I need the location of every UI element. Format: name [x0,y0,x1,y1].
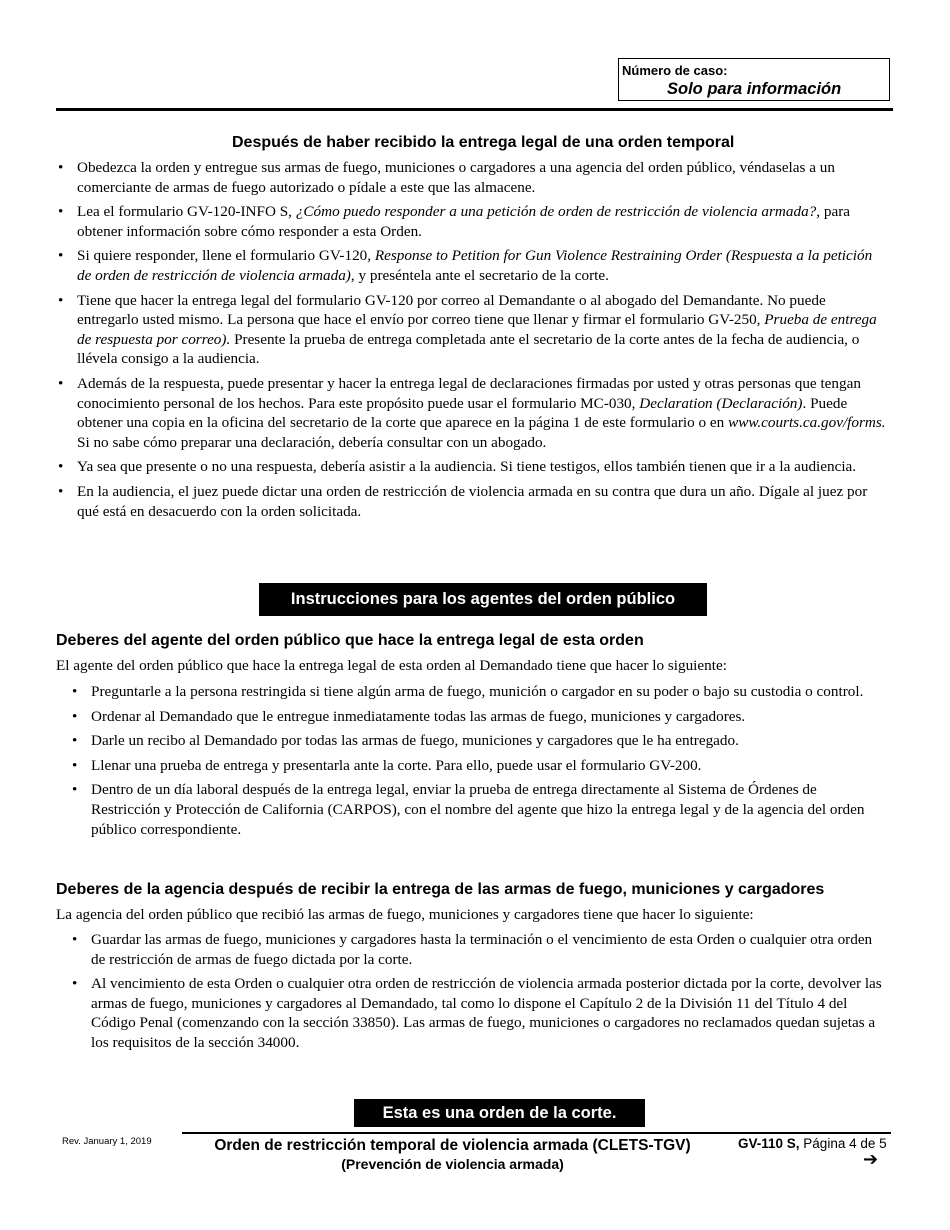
text-run: Declaration (Declaración) [639,394,803,412]
text-run: para obtener información sobre cómo responder a esta Orden. [77,203,851,240]
text-run: Tiene que hacer la entrega legal del formulario GV-120 por correo al Demandante o al abogado del Demandante. No puede entregarlo usted mismo. La persona que hace el envío por correo tiene que llenar y firmar el formulario GV-250, [77,291,826,329]
after-service-list [56,158,888,526]
officer-duties-list [70,682,888,844]
text-run: Si no sabe cómo preparar una declaración, debería consultar con un abogado. [77,433,547,451]
next-page-arrow-icon: ➔ [863,1149,879,1169]
text-run: Además de la respuesta, puede presentar y hacer la entrega legal de declaraciones firmadas por usted y otras personas que tengan conocimiento personal de los hechos. Para este propósito puede usar el formulario MC-030, [77,374,861,412]
form-title: Orden de restricción temporal de violencia armada (CLETS-TGV) [214,1137,691,1154]
after-service-item [56,246,888,285]
after-service-item [56,202,888,241]
form-code: GV-110 S, [738,1136,800,1151]
text-run: y preséntela ante el secretario de la corte. [354,266,609,284]
after-service-item [56,291,888,369]
officer-duty-item: • Dentro de un día laboral después de la entrega legal, enviar la prueba de entrega directamente al Sistema de Órdenes de Restricción y Protección de California (CARPOS), con el nombre del agente que hizo la entrega legal y de la agencia del orden público correspondiente. [70,780,888,839]
text-run: Lea el formulario GV-120-INFO S, [77,203,296,221]
text-run: Presente la prueba de entrega completada ante el secretario de la corte antes de la fecha de audiencia, o llévela consigo a la audiencia. [77,330,860,368]
agency-duties-list [70,930,888,1058]
officer-duty-item: • Darle un recibo al Demandado por todas las armas de fuego, municiones y cargadores que le ha entregado. [70,731,888,751]
text-run: En la audiencia, el juez puede dictar una orden de restricción de violencia armada en su contra que dura un año. Dígale al juez por qué está en desacuerdo con la orden solicitada. [77,482,868,520]
footer-divider [182,1132,891,1134]
officer-duty-item: • Preguntarle a la persona restringida si tiene algún arma de fuego, munición o cargador en su poder o bajo su custodia o control. [70,682,888,702]
text-run: Obedezca la orden y entregue sus armas de fuego, municiones o cargadores a una agencia del orden público, véndaselas a un comerciante de armas de fuego autorizado o pídale a este que las almacene. [77,159,835,196]
after-service-item [56,457,888,477]
case-number-value: Solo para información [667,80,842,98]
revision-date: Rev. January 1, 2019 [62,1136,152,1147]
agency-duties-intro: La agencia del orden público que recibió las armas de fuego, municiones y cargadores tiene que hacer lo siguiente: [56,906,754,923]
officer-duties-intro: El agente del orden público que hace la entrega legal de esta orden al Demandado tiene que hacer lo siguiente: [56,657,727,674]
agency-duty-item: • Guardar las armas de fuego, municiones y cargadores hasta la terminación o el vencimiento de esta Orden o cualquier otra orden de restricción de armas de fuego dictada por la corte. [70,930,888,969]
section-after-service-title: Después de haber recibido la entrega legal de una orden temporal [232,134,735,151]
court-order-banner: Esta es una orden de la corte. [354,1099,645,1127]
text-run: Prueba de entrega de respuesta por correo). [77,311,877,348]
agency-duty-item: • Al vencimiento de esta Orden o cualquier otra orden de restricción de violencia armada posterior dictada por la corte, devolver las armas de fuego, municiones y cargadores al Demandado, tal como lo dispone el Capítulo 2 de la División 11 del Título 4 del Código Penal (comenzando con la sección 33850). Las armas de fuego, municiones o cargadores no reclamados quedan sujetas a los requisitos de la sección 34000. [70,974,888,1052]
officer-duties-title: Deberes del agente del orden público que hace la entrega legal de esta orden [56,632,644,649]
text-run: www.courts.ca.gov/forms. [728,414,886,432]
text-run: Si quiere responder, llene el formulario GV-120, [77,247,375,265]
case-number-label: Número de caso: [622,63,728,78]
after-service-item [56,158,888,197]
text-run: Ya sea que presente o no una respuesta, debería asistir a la audiencia. Si tiene testigos, ellos también tienen que ir a la audiencia. [77,458,857,476]
page-label: Página 4 de 5 [799,1136,887,1151]
text-run: ¿Cómo puedo responder a una petición de orden de restricción de violencia armada?, [295,203,821,221]
top-divider [56,108,893,111]
text-run: . Puede obtener una copia en la oficina del secretario de la corte que aparece en la página 1 de este formulario o en [77,394,848,432]
case-number-box [618,58,890,101]
form-subtitle: (Prevención de violencia armada) [341,1156,564,1172]
officer-duty-item: • Llenar una prueba de entrega y presentarla ante la corte. Para ello, puede usar el formulario GV-200. [70,756,888,776]
after-service-item [56,374,888,452]
after-service-item [56,482,888,521]
law-enforcement-instructions-banner: Instrucciones para los agentes del orden público [259,583,707,616]
officer-duty-item: • Ordenar al Demandado que le entregue inmediatamente todas las armas de fuego, municiones y cargadores. [70,707,888,727]
text-run: Response to Petition for Gun Violence Restraining Order (Respuesta a la petición de orden de restricción de violencia armada), [77,247,873,284]
agency-duties-title: Deberes de la agencia después de recibir la entrega de las armas de fuego, municiones y cargadores [56,881,825,898]
